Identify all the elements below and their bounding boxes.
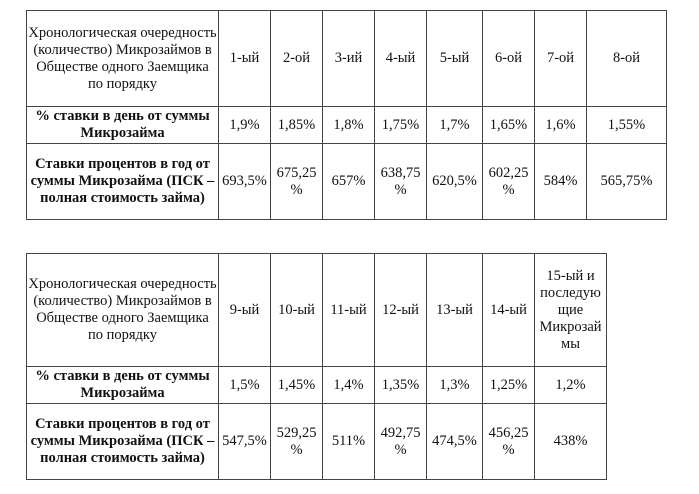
- annual-rate-row: [27, 144, 667, 220]
- annual-rate-cell: 474,5%: [427, 404, 483, 480]
- annual-rate-cell: 620,5%: [427, 144, 483, 220]
- daily-rate-cell: 1,45%: [271, 367, 323, 404]
- order-label: Хронологическая очередность (количество) Микрозаймов в Обществе одного Заемщика по порядку: [27, 11, 219, 107]
- order-cell: 15-ый и последующие Микрозаймы: [535, 254, 607, 367]
- order-cell: 8-ой: [587, 11, 667, 107]
- order-row: [27, 11, 667, 107]
- daily-rate-cell: 1,2%: [535, 367, 607, 404]
- order-cell: 10-ый: [271, 254, 323, 367]
- daily-rate-cell: 1,85%: [271, 107, 323, 144]
- order-cell: 11-ый: [323, 254, 375, 367]
- annual-rate-cell: 511%: [323, 404, 375, 480]
- annual-rate-cell: 602,25%: [483, 144, 535, 220]
- annual-rate-label: Ставки процентов в год от суммы Микрозайма (ПСК – полная стоимость займа): [27, 144, 219, 220]
- order-cell: 7-ой: [535, 11, 587, 107]
- annual-rate-row: [27, 404, 607, 480]
- daily-rate-cell: 1,6%: [535, 107, 587, 144]
- annual-rate-cell: 456,25%: [483, 404, 535, 480]
- order-row: [27, 254, 607, 367]
- order-cell: 2-ой: [271, 11, 323, 107]
- daily-rate-cell: 1,4%: [323, 367, 375, 404]
- order-cell: 4-ый: [375, 11, 427, 107]
- daily-rate-cell: 1,65%: [483, 107, 535, 144]
- daily-rate-cell: 1,9%: [219, 107, 271, 144]
- annual-rate-cell: 565,75%: [587, 144, 667, 220]
- order-cell: 6-ой: [483, 11, 535, 107]
- order-cell: 14-ый: [483, 254, 535, 367]
- annual-rate-cell: 492,75%: [375, 404, 427, 480]
- annual-rate-cell: 657%: [323, 144, 375, 220]
- daily-rate-row: [27, 367, 607, 404]
- daily-rate-row: [27, 107, 667, 144]
- annual-rate-cell: 438%: [535, 404, 607, 480]
- annual-rate-cell: 584%: [535, 144, 587, 220]
- rates-table-1: [26, 10, 667, 220]
- annual-rate-cell: 547,5%: [219, 404, 271, 480]
- daily-rate-cell: 1,75%: [375, 107, 427, 144]
- order-label: Хронологическая очередность (количество) Микрозаймов в Обществе одного Заемщика по порядку: [27, 254, 219, 367]
- order-cell: 5-ый: [427, 11, 483, 107]
- annual-rate-cell: 638,75%: [375, 144, 427, 220]
- daily-rate-cell: 1,25%: [483, 367, 535, 404]
- daily-rate-label: % ставки в день от суммы Микрозайма: [27, 367, 219, 404]
- daily-rate-cell: 1,5%: [219, 367, 271, 404]
- order-cell: 13-ый: [427, 254, 483, 367]
- daily-rate-cell: 1,55%: [587, 107, 667, 144]
- order-cell: 12-ый: [375, 254, 427, 367]
- annual-rate-cell: 675,25%: [271, 144, 323, 220]
- order-cell: 9-ый: [219, 254, 271, 367]
- daily-rate-cell: 1,8%: [323, 107, 375, 144]
- daily-rate-cell: 1,35%: [375, 367, 427, 404]
- daily-rate-label: % ставки в день от суммы Микрозайма: [27, 107, 219, 144]
- rates-table-2: [26, 253, 607, 480]
- annual-rate-cell: 529,25%: [271, 404, 323, 480]
- annual-rate-cell: 693,5%: [219, 144, 271, 220]
- order-cell: 3-ий: [323, 11, 375, 107]
- daily-rate-cell: 1,3%: [427, 367, 483, 404]
- daily-rate-cell: 1,7%: [427, 107, 483, 144]
- annual-rate-label: Ставки процентов в год от суммы Микрозайма (ПСК – полная стоимость займа): [27, 404, 219, 480]
- order-cell: 1-ый: [219, 11, 271, 107]
